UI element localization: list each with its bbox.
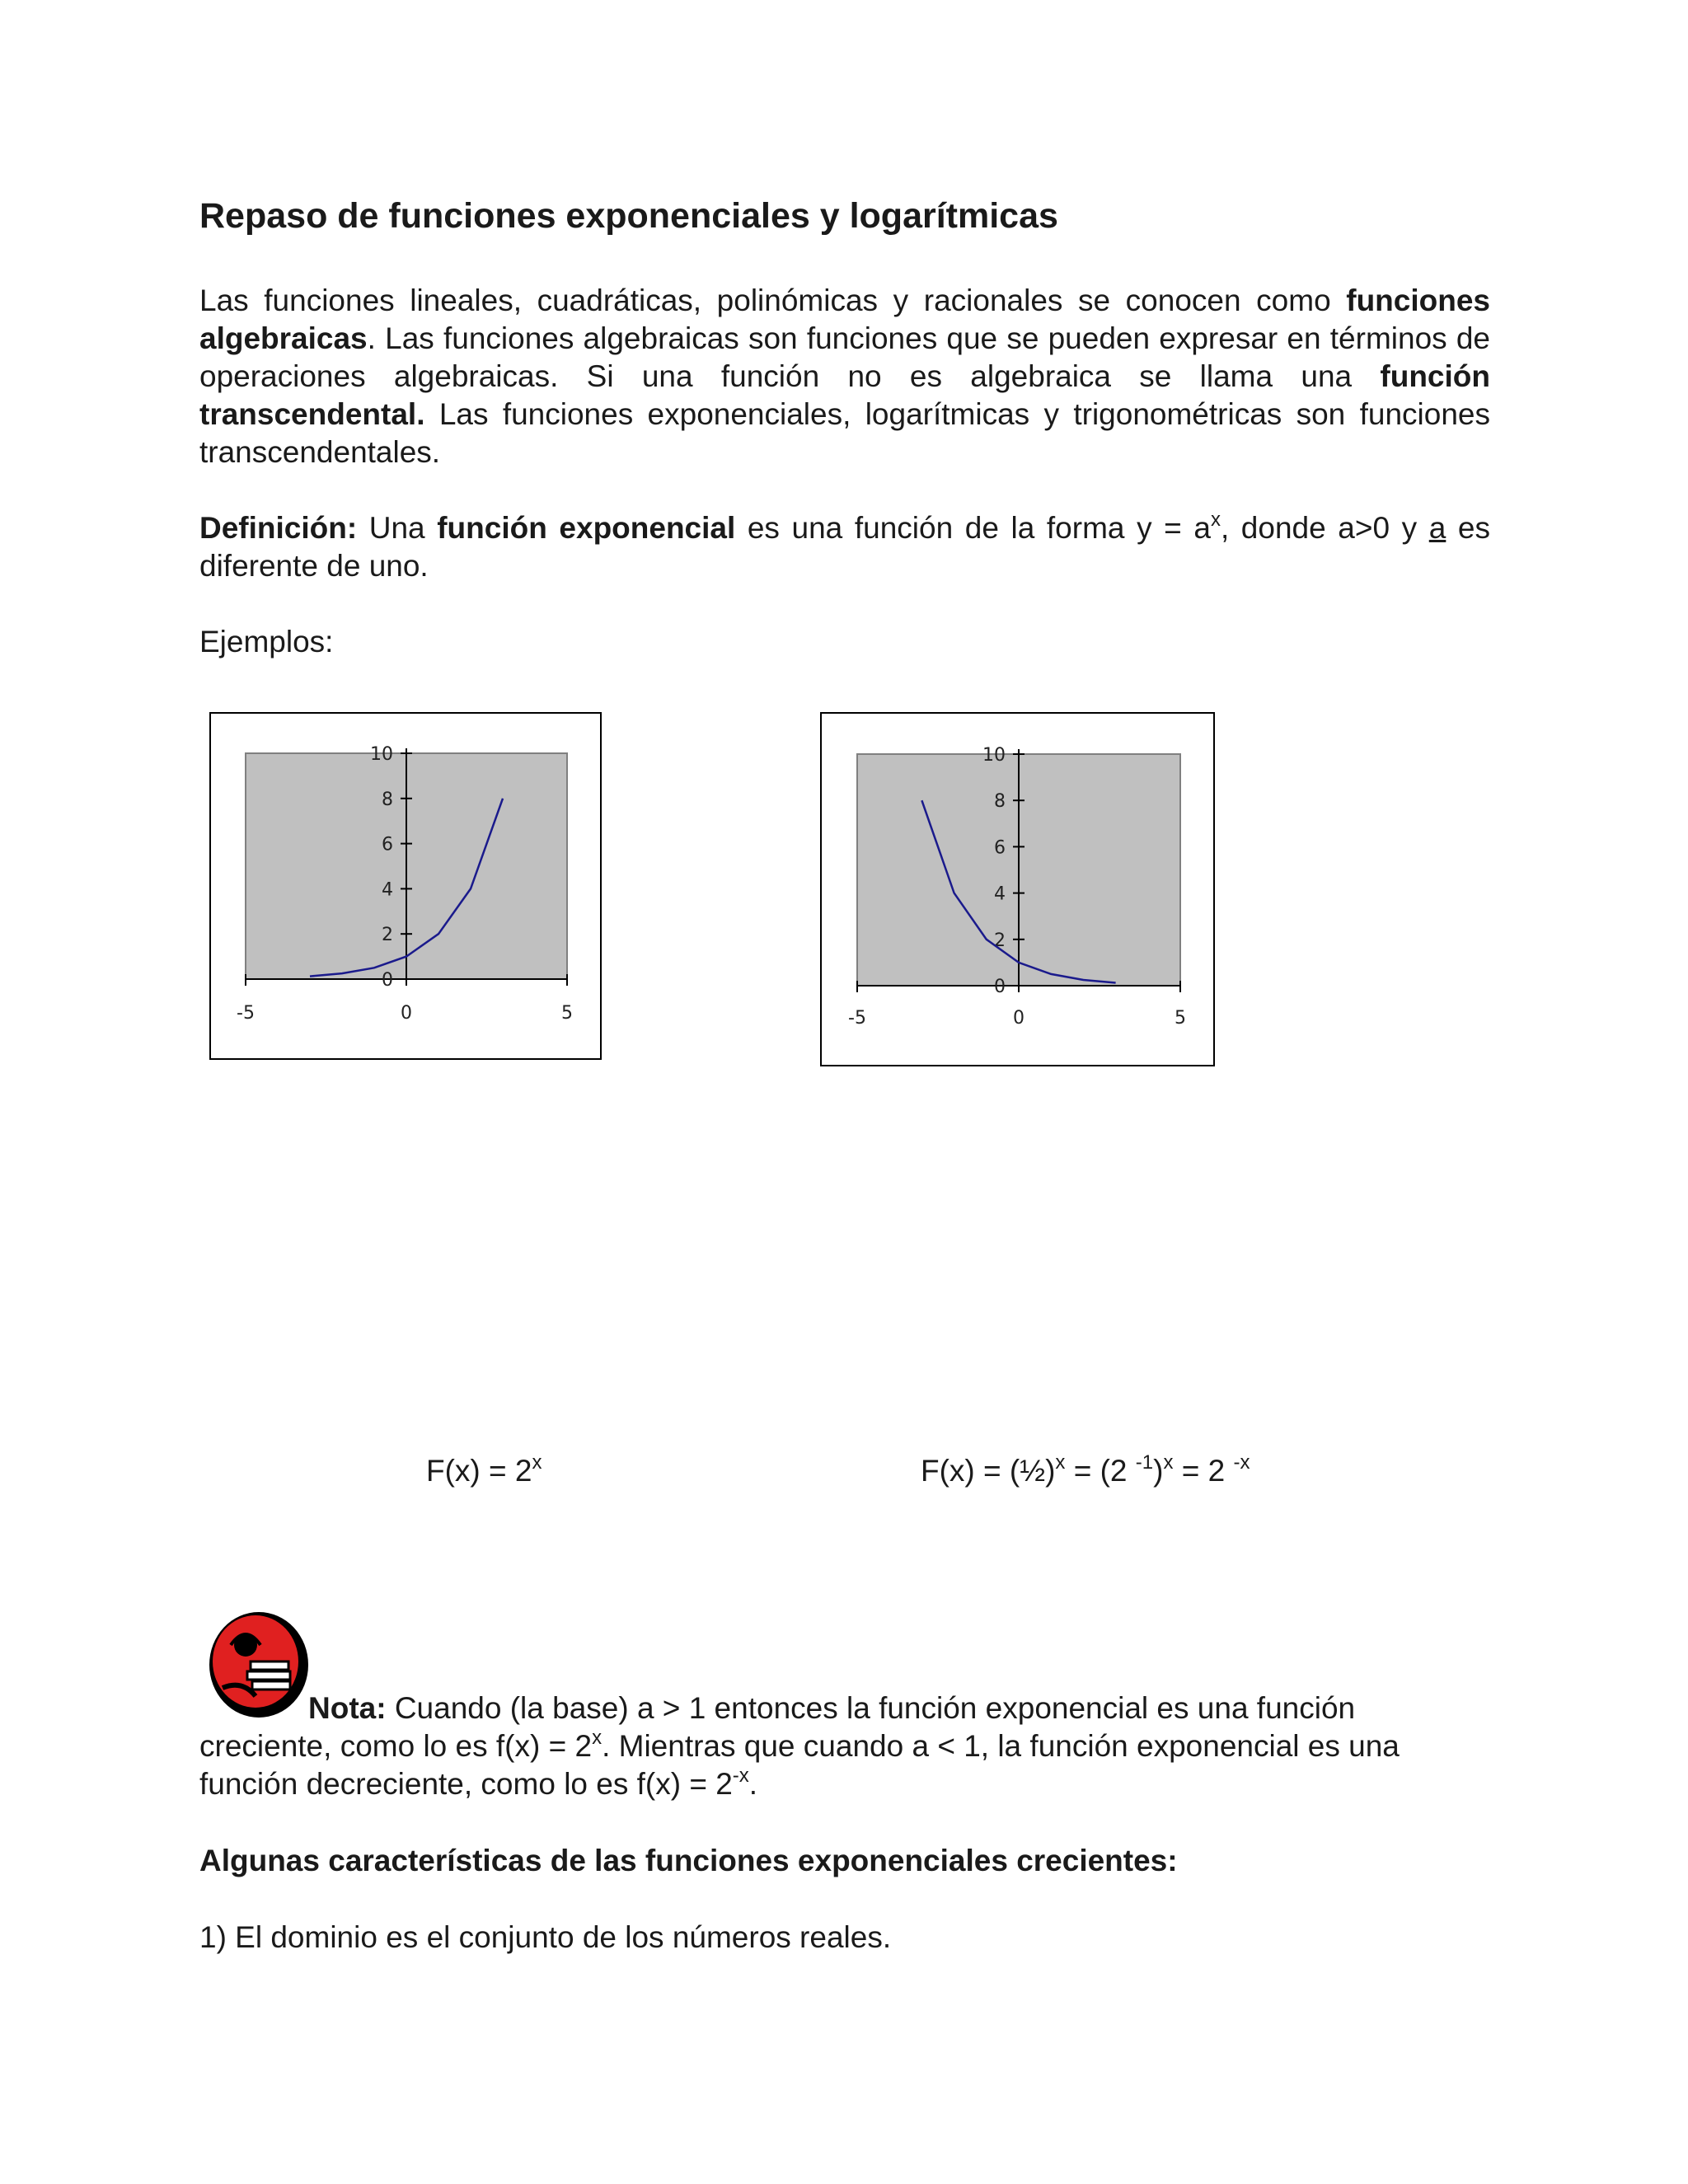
chart-exp-decay — [820, 712, 1215, 1066]
page-title: Repaso de funciones exponenciales y logarítmicas — [199, 196, 1058, 236]
chart-exp-growth — [209, 712, 602, 1060]
formula-decay-s1: x — [1055, 1451, 1066, 1474]
intro-text-3: Las funciones exponenciales, logarítmicas y trigonométricas son funciones transcendentales. — [199, 397, 1490, 469]
y-tick-label: 2 — [382, 925, 393, 946]
y-tick-label: 6 — [994, 837, 1006, 859]
definition-text-2: es una función de la forma y = a — [735, 511, 1211, 545]
y-tick-label: 10 — [370, 744, 393, 765]
definition-text-4: es diferente de uno. — [199, 511, 1490, 583]
intro-bold-1: funciones algebraicas — [199, 284, 1490, 355]
chart-exp-growth-svg — [211, 714, 600, 1058]
x-tick-label: 5 — [561, 1003, 573, 1024]
note-sup-1: x — [592, 1727, 603, 1749]
y-tick-label: 0 — [382, 970, 393, 991]
formula-decay-b: = (2 — [1065, 1454, 1136, 1488]
examples-label: Ejemplos: — [199, 625, 334, 658]
x-tick-label: -5 — [848, 1008, 866, 1029]
formula-decay-d: = 2 — [1173, 1454, 1234, 1488]
definition-paragraph — [199, 509, 1490, 585]
intro-paragraph — [199, 282, 1490, 471]
formula-growth-sup: x — [532, 1451, 542, 1474]
formula-decay-s4: -x — [1233, 1451, 1250, 1474]
definition-sup: x — [1210, 509, 1221, 531]
section-heading: Algunas características de las funciones exponenciales crecientes: — [199, 1844, 1178, 1877]
intro-text-2: . Las funciones algebraicas son funciones que se pueden expresar en términos de operaciones algebraicas. Si una función no es algebraica se llama una — [199, 321, 1490, 393]
definition-text-3: , donde a>0 y — [1220, 511, 1429, 545]
note-text-1: Cuando (la base) a > 1 entonces la función exponencial es una función creciente, como lo es f(x) = 2 — [199, 1691, 1356, 1763]
y-tick-label: 4 — [382, 879, 393, 901]
x-tick-label: 0 — [401, 1003, 412, 1024]
definition-text-1: Una — [357, 511, 438, 545]
x-tick-label: 0 — [1013, 1008, 1025, 1029]
note-sup-2: -x — [732, 1765, 749, 1787]
definition-underline: a — [1428, 511, 1447, 545]
definition-label: Definición: — [199, 511, 358, 545]
list-item: 1) El dominio es el conjunto de los números reales. — [199, 1920, 892, 1954]
x-tick-label: 5 — [1175, 1008, 1186, 1029]
y-tick-label: 2 — [994, 930, 1006, 951]
y-tick-label: 0 — [994, 977, 1006, 997]
formula-growth — [426, 1451, 542, 1488]
note-text-3: . — [748, 1767, 758, 1801]
note-text-2: . Mientras que cuando a < 1, la función exponencial es una función decreciente, como lo es f(x) = 2 — [199, 1729, 1400, 1801]
y-tick-label: 8 — [994, 791, 1006, 813]
chart-exp-decay-svg — [822, 714, 1213, 1065]
formula-decay — [921, 1451, 1250, 1488]
y-tick-label: 6 — [382, 834, 393, 855]
note-paragraph — [199, 1690, 1490, 1803]
y-tick-label: 10 — [982, 745, 1006, 766]
formula-decay-s3: x — [1163, 1451, 1174, 1474]
y-tick-label: 8 — [382, 789, 393, 810]
y-tick-label: 4 — [994, 883, 1006, 905]
intro-bold-2: función transcendental. — [199, 359, 1490, 431]
intro-text-1: Las funciones lineales, cuadráticas, polinómicas y racionales se conocen como — [199, 284, 1347, 317]
definition-bold: función exponencial — [437, 511, 736, 545]
formula-decay-a: F(x) = (½) — [921, 1454, 1056, 1488]
formula-decay-s2: -1 — [1135, 1451, 1154, 1474]
note-label: Nota: — [308, 1691, 387, 1725]
formula-decay-c: ) — [1153, 1454, 1164, 1488]
formula-growth-base: F(x) = 2 — [426, 1454, 532, 1488]
x-tick-label: -5 — [237, 1003, 255, 1024]
